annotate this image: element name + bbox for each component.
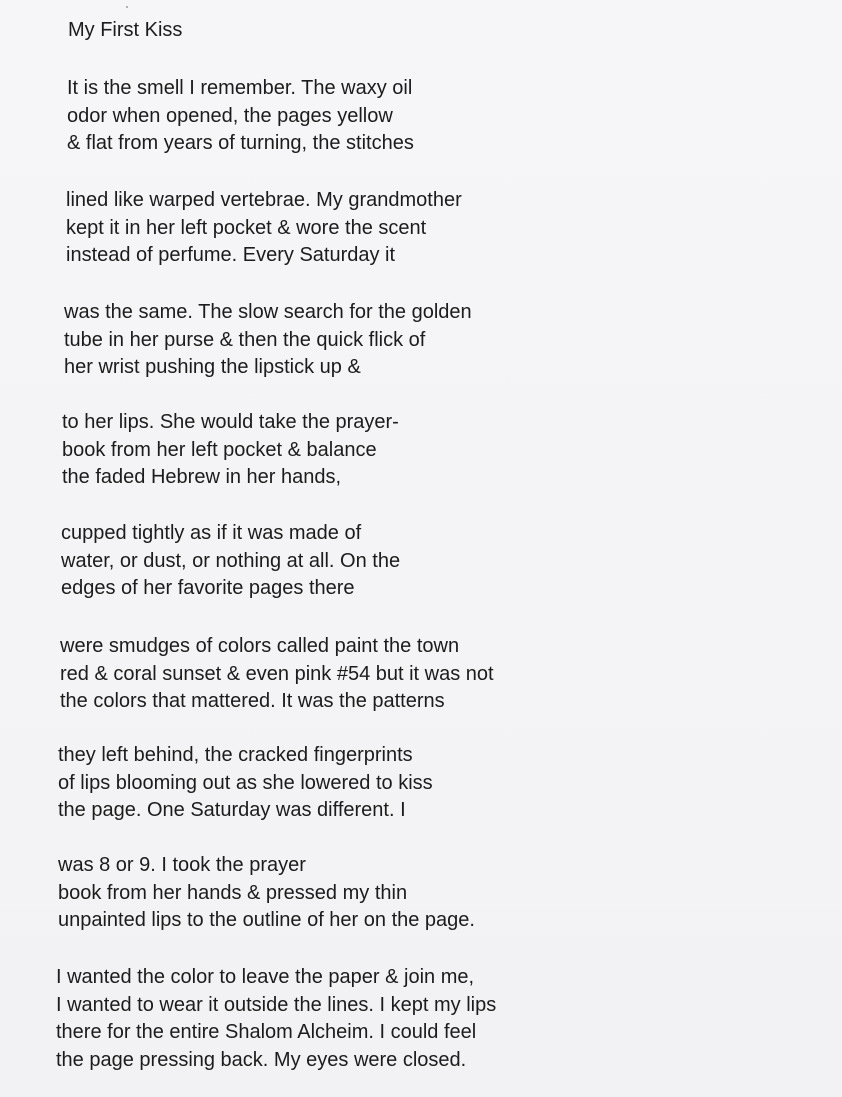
poem-line: I wanted to wear it outside the lines. I kept my lips — [56, 993, 497, 1016]
stanza-3 — [64, 299, 472, 382]
poem-line: instead of perfume. Every Saturday it — [66, 244, 396, 266]
poem-line: kept it in her left pocket & wore the scent — [66, 216, 427, 239]
poem-line: edges of her favorite pages there — [61, 577, 355, 599]
stanza-5 — [61, 520, 400, 603]
poem-line: red & coral sunset & even pink #54 but it was not — [60, 662, 494, 685]
stanza-7 — [58, 742, 433, 825]
poem-line: I wanted the color to leave the paper & join me, — [56, 966, 475, 988]
poem-line: book from her hands & pressed my thin — [58, 881, 408, 904]
paper-speck — [126, 6, 128, 8]
poem-line: were smudges of colors called paint the town — [60, 635, 460, 657]
poem-line: odor when opened, the pages yellow — [67, 104, 393, 127]
poem-line: the colors that mattered. It was the patterns — [60, 690, 445, 712]
poem-line: cupped tightly as if it was made of — [61, 522, 362, 544]
poem-line: they left behind, the cracked fingerprints — [58, 744, 413, 766]
poem-line: lined like warped vertebrae. My grandmother — [66, 189, 462, 211]
poem-line: It is the smell I remember. The waxy oil — [67, 77, 413, 99]
poem-line: of lips blooming out as she lowered to kiss — [58, 771, 433, 794]
stanza-4 — [62, 409, 399, 492]
poem-line: & flat from years of turning, the stitches — [67, 132, 414, 154]
poem-line: the faded Hebrew in her hands, — [62, 466, 342, 488]
stanza-9 — [56, 964, 496, 1074]
poem-line: unpainted lips to the outline of her on the page. — [58, 909, 475, 931]
poem-line: the page pressing back. My eyes were closed. — [56, 1048, 467, 1071]
stanza-1 — [67, 75, 414, 158]
poem-line: tube in her purse & then the quick flick of — [64, 328, 426, 351]
poem-line: there for the entire Shalom Alcheim. I could feel — [56, 1021, 477, 1043]
poem-line: book from her left pocket & balance — [62, 438, 377, 461]
poem-title: My First Kiss — [68, 19, 183, 41]
poem-line: water, or dust, or nothing at all. On the — [61, 549, 401, 572]
stanza-2 — [66, 187, 462, 270]
stanza-8 — [58, 852, 475, 935]
poem-line: was the same. The slow search for the golden — [64, 301, 472, 323]
poem-line: was 8 or 9. I took the prayer — [58, 854, 306, 876]
poem-line: her wrist pushing the lipstick up & — [64, 356, 361, 378]
poem-line: to her lips. She would take the prayer- — [62, 411, 399, 433]
poem-line: the page. One Saturday was different. I — [58, 799, 406, 821]
stanza-6 — [60, 633, 494, 716]
